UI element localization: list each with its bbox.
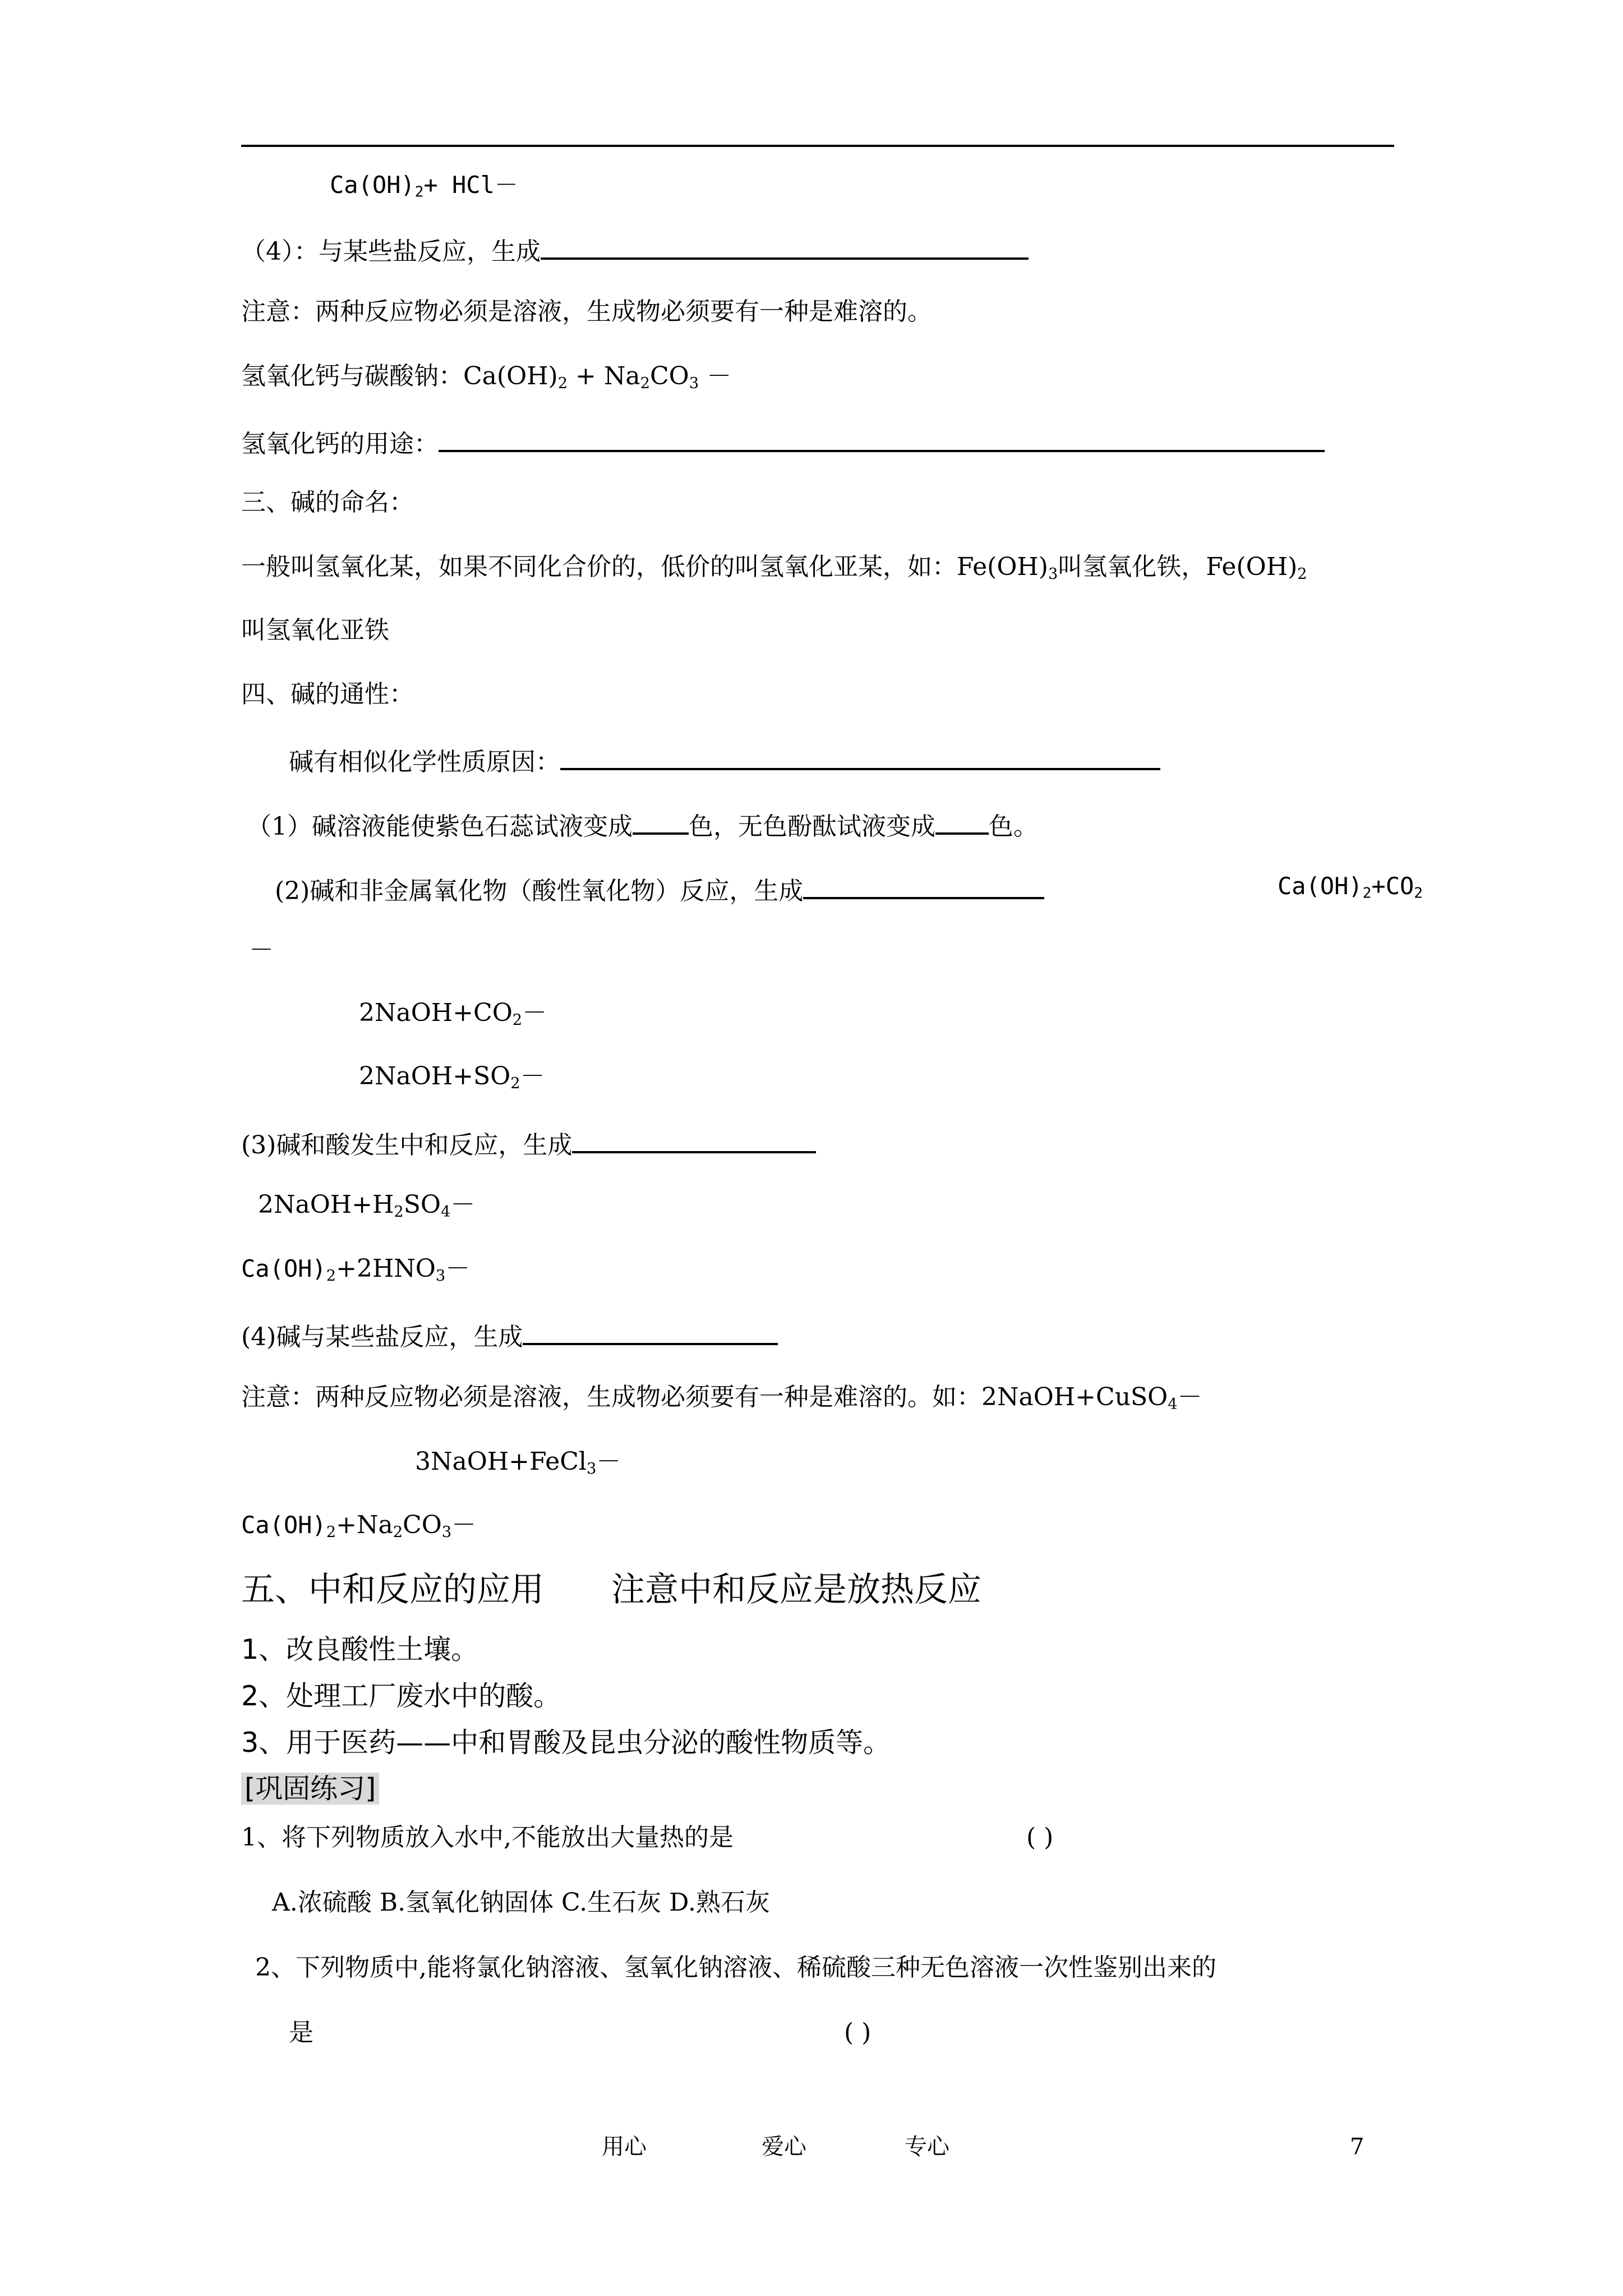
practice-heading: [241, 1773, 379, 1806]
answer-parentheses[interactable]: ( ): [844, 2018, 872, 2047]
text: 2NaOH+H: [258, 1190, 394, 1219]
text: Ca(OH): [1278, 872, 1363, 900]
text: CO: [403, 1511, 442, 1539]
subscript: 2: [393, 1523, 403, 1541]
text-line: [241, 425, 1325, 459]
text: Ca(OH): [241, 1511, 326, 1539]
page-number: 7: [1350, 2134, 1364, 2160]
text: Ca(OH): [330, 171, 415, 199]
subscript: 2: [557, 374, 568, 392]
subscript: 2: [1414, 885, 1423, 902]
subscript: 2: [512, 1011, 523, 1029]
subscript: 3: [1048, 565, 1058, 583]
section-heading: [241, 1570, 981, 1610]
subscript: 3: [689, 374, 699, 392]
text: －: [1177, 1383, 1202, 1411]
subscript: 2: [640, 374, 650, 392]
text: 色。: [989, 812, 1038, 841]
text: +2HNO: [336, 1254, 436, 1283]
subscript: 4: [441, 1203, 451, 1221]
text-line: [289, 743, 1160, 777]
text: －: [699, 362, 732, 390]
text-line: [275, 872, 1044, 907]
text: 色，无色酚酞试液变成: [689, 812, 935, 841]
subscript: 2: [1297, 565, 1307, 583]
subscript: 2: [414, 183, 424, 201]
text-line: [241, 1318, 778, 1352]
subscript: 3: [441, 1523, 452, 1541]
text-line: －: [249, 936, 274, 964]
answer-blank[interactable]: [572, 1126, 816, 1153]
text: 2NaOH+CO: [359, 999, 513, 1027]
text: 氢氧化钙的用途：: [241, 430, 439, 458]
text: (4)碱与某些盐反应，生成: [241, 1323, 523, 1351]
subscript: 3: [435, 1267, 446, 1285]
subscript: 4: [1168, 1395, 1178, 1413]
equation-line: [330, 171, 518, 199]
text: (2)碱和非金属氧化物（酸性氧化物）反应，生成: [275, 877, 804, 905]
equation-line: [359, 999, 547, 1028]
subscript: 2: [326, 1267, 336, 1285]
subscript: 3: [586, 1460, 597, 1478]
list-item: 1、改良酸性土壤。: [241, 1634, 479, 1665]
text: －: [450, 1190, 476, 1219]
text: 一般叫氢氧化某，如果不同化合价的，低价的叫氢氧化亚某，如：Fe(OH): [241, 553, 1048, 581]
header-rule: [241, 145, 1394, 147]
equation-line: [241, 1254, 470, 1284]
answer-blank[interactable]: [633, 808, 689, 835]
options: A.浓硫酸 B.氢氧化钠固体 C.生石灰 D.熟石灰: [272, 1888, 770, 1917]
text: SO: [403, 1190, 441, 1219]
answer-blank[interactable]: [560, 743, 1160, 770]
list-item: 2、处理工厂废水中的酸。: [241, 1680, 561, 1712]
question: 1、将下列物质放入水中,不能放出大量热的是: [241, 1823, 734, 1852]
equation-line: [1278, 872, 1423, 900]
text: 注意中和反应是放热反应: [611, 1570, 981, 1609]
text-line: [241, 1126, 816, 1161]
text: +CO: [1371, 872, 1414, 900]
answer-blank[interactable]: [541, 233, 1029, 260]
text: （1）碱溶液能使紫色石蕊试液变成: [247, 812, 633, 841]
text-line: [241, 1383, 1202, 1412]
equation-line: [258, 1190, 475, 1220]
question: 2、下列物质中,能将氯化钠溶液、氢氧化钠溶液、稀硫酸三种无色溶液一次性鉴别出来的: [255, 1953, 1216, 1982]
answer-blank[interactable]: [935, 808, 989, 835]
footer-text: 爱心: [762, 2134, 806, 2160]
text-line: [241, 233, 1029, 267]
text: Ca(OH): [241, 1255, 326, 1282]
subscript: 2: [510, 1074, 520, 1092]
text: +Na: [336, 1511, 393, 1539]
text: CO: [649, 362, 689, 390]
list-item: 3、用于医药——中和胃酸及昆虫分泌的酸性物质等。: [241, 1727, 891, 1759]
text-line: [247, 808, 1038, 842]
text: (3)碱和酸发生中和反应，生成: [241, 1131, 573, 1159]
text: + Na: [568, 362, 640, 390]
text: 是: [289, 2018, 313, 2047]
answer-blank[interactable]: [439, 425, 1325, 452]
section-heading: 四、碱的通性：: [241, 680, 414, 708]
answer-blank[interactable]: [803, 872, 1044, 899]
text: 2NaOH+SO: [359, 1062, 511, 1091]
footer-text: 专心: [905, 2134, 949, 2160]
answer-parentheses[interactable]: ( ): [1026, 1823, 1054, 1852]
text: （4）：与某些盐反应，生成: [241, 237, 541, 266]
subscript: 2: [1362, 885, 1372, 902]
text: －: [520, 1062, 545, 1091]
equation-line: [241, 362, 731, 392]
subscript: 2: [394, 1203, 404, 1221]
text-line: [241, 553, 1307, 582]
text: 氢氧化钙与碳酸钠：Ca(OH): [241, 362, 558, 390]
text: 叫氢氧化铁，Fe(OH): [1058, 553, 1298, 581]
text: －: [596, 1447, 621, 1476]
text: [巩固练习]: [241, 1773, 379, 1805]
answer-blank[interactable]: [523, 1318, 778, 1345]
text: 碱有相似化学性质原因：: [289, 748, 560, 776]
text: －: [451, 1511, 477, 1539]
text-line: 注意：两种反应物必须是溶液，生成物必须要有一种是难溶的。: [241, 297, 932, 326]
text: + HCl－: [423, 171, 518, 199]
text-line: 叫氢氧化亚铁: [241, 616, 389, 645]
section-heading: 三、碱的命名：: [241, 488, 414, 517]
footer-text: 用心: [602, 2134, 647, 2160]
equation-line: [241, 1511, 476, 1540]
subscript: 2: [326, 1523, 336, 1541]
equation-line: [359, 1062, 545, 1092]
text: 注意：两种反应物必须是溶液，生成物必须要有一种是难溶的。如：2NaOH+CuSO: [241, 1383, 1168, 1411]
text: －: [522, 999, 547, 1027]
text: －: [445, 1254, 471, 1283]
text: 五、中和反应的应用: [241, 1570, 544, 1609]
equation-line: [415, 1447, 621, 1477]
text: 3NaOH+FeCl: [415, 1447, 587, 1476]
